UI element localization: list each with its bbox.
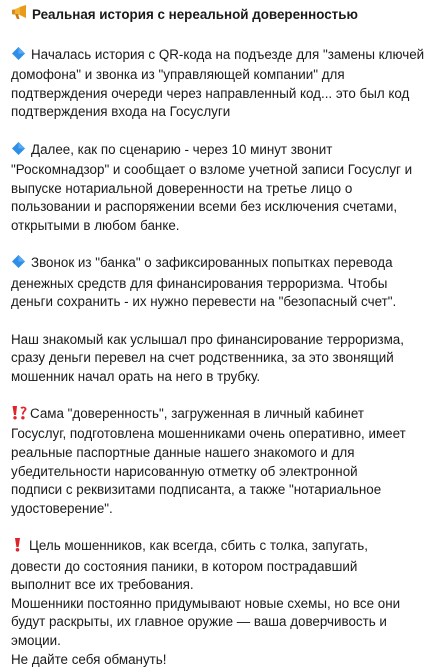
blue-diamond-icon [11,46,26,67]
text-line: Цель мошенников, как всегда, сбить с толка, запугать, [11,537,419,558]
red-exclamation-icon [14,537,21,558]
text-line: Далее, как по сценарию - через 10 минут звонит [11,141,419,162]
text-line: мошенник начал орать на него в трубку. [11,368,261,384]
text-line: выполнит все их требования. [11,577,194,593]
text-line: будут раскрыты, их главное оружие — ваша доверчивость и [11,614,387,630]
text-line: реальные паспортные данные нашего знакомого и для [11,445,355,461]
paragraph-roskomnadzor [11,141,419,236]
paragraph-qr-code [11,46,425,122]
text-line: денежных средств для финансирования терроризма. Чтобы [11,275,388,291]
paragraph-bank-call [11,254,419,312]
blue-diamond-icon [11,254,26,275]
text-line: Не дайте себя обмануть! [11,651,167,667]
double-exclamation-icon [11,405,28,426]
text-line: эмоции. [11,633,61,648]
text-line: подтверждения входа на Госуслуги [11,104,231,120]
text-line: пользовании и распоряжении всеми без исключения счетами, [11,199,398,215]
text-line: Госуслуг, подготовлена мошенниками очень оперативно, имеет [11,426,406,442]
post-title: Реальная история с нереальной доверенностью [32,7,358,22]
text-line: подписи с реквизитами подписанта, а также "нотариальное [11,482,382,498]
text-line: довести до состояния паники, в котором пострадавший [11,558,358,574]
post-title-row [11,4,419,27]
text-line: Звонок из "банка" о зафиксированных попытках перевода [11,254,419,275]
text-line: удостоверение". [11,500,113,516]
text-line: Сама "доверенность", загруженная в личный кабинет [11,405,419,426]
text-line: Мошенники постоянно придумывают новые схемы, но все они [11,595,401,611]
paragraph-power-of-attorney [11,405,419,519]
text-line: деньги сохранить - их нужно перевести на "безопасный счет". [11,294,397,310]
text-line: убедительности нарисованную отметку об электронной [11,463,358,479]
text-line: "Роскомнадзор" и сообщает о взломе учетной записи Госуслуг и [11,162,413,178]
text-line: открытыми в любом банке. [11,217,180,233]
text-line: выпуске нотариальной доверенности на третье лицо о [11,180,353,196]
text-line: Началась история с QR-кода на подъезде для "замены ключей [11,46,419,67]
megaphone-icon [11,4,29,27]
paragraph-transfer [11,331,419,387]
text-line: сразу деньги перевел на счет родственника, за это звонящий [11,350,394,366]
blue-diamond-icon [11,141,26,162]
text-line: Наш знакомый как услышал про финансирование терроризма, [11,331,404,347]
paragraph-conclusion [11,537,419,669]
text-line: подтверждения очереди через направленный код... это был код [11,85,410,101]
text-line: домофона" и звонка из "управляющей компании" для [11,67,345,83]
